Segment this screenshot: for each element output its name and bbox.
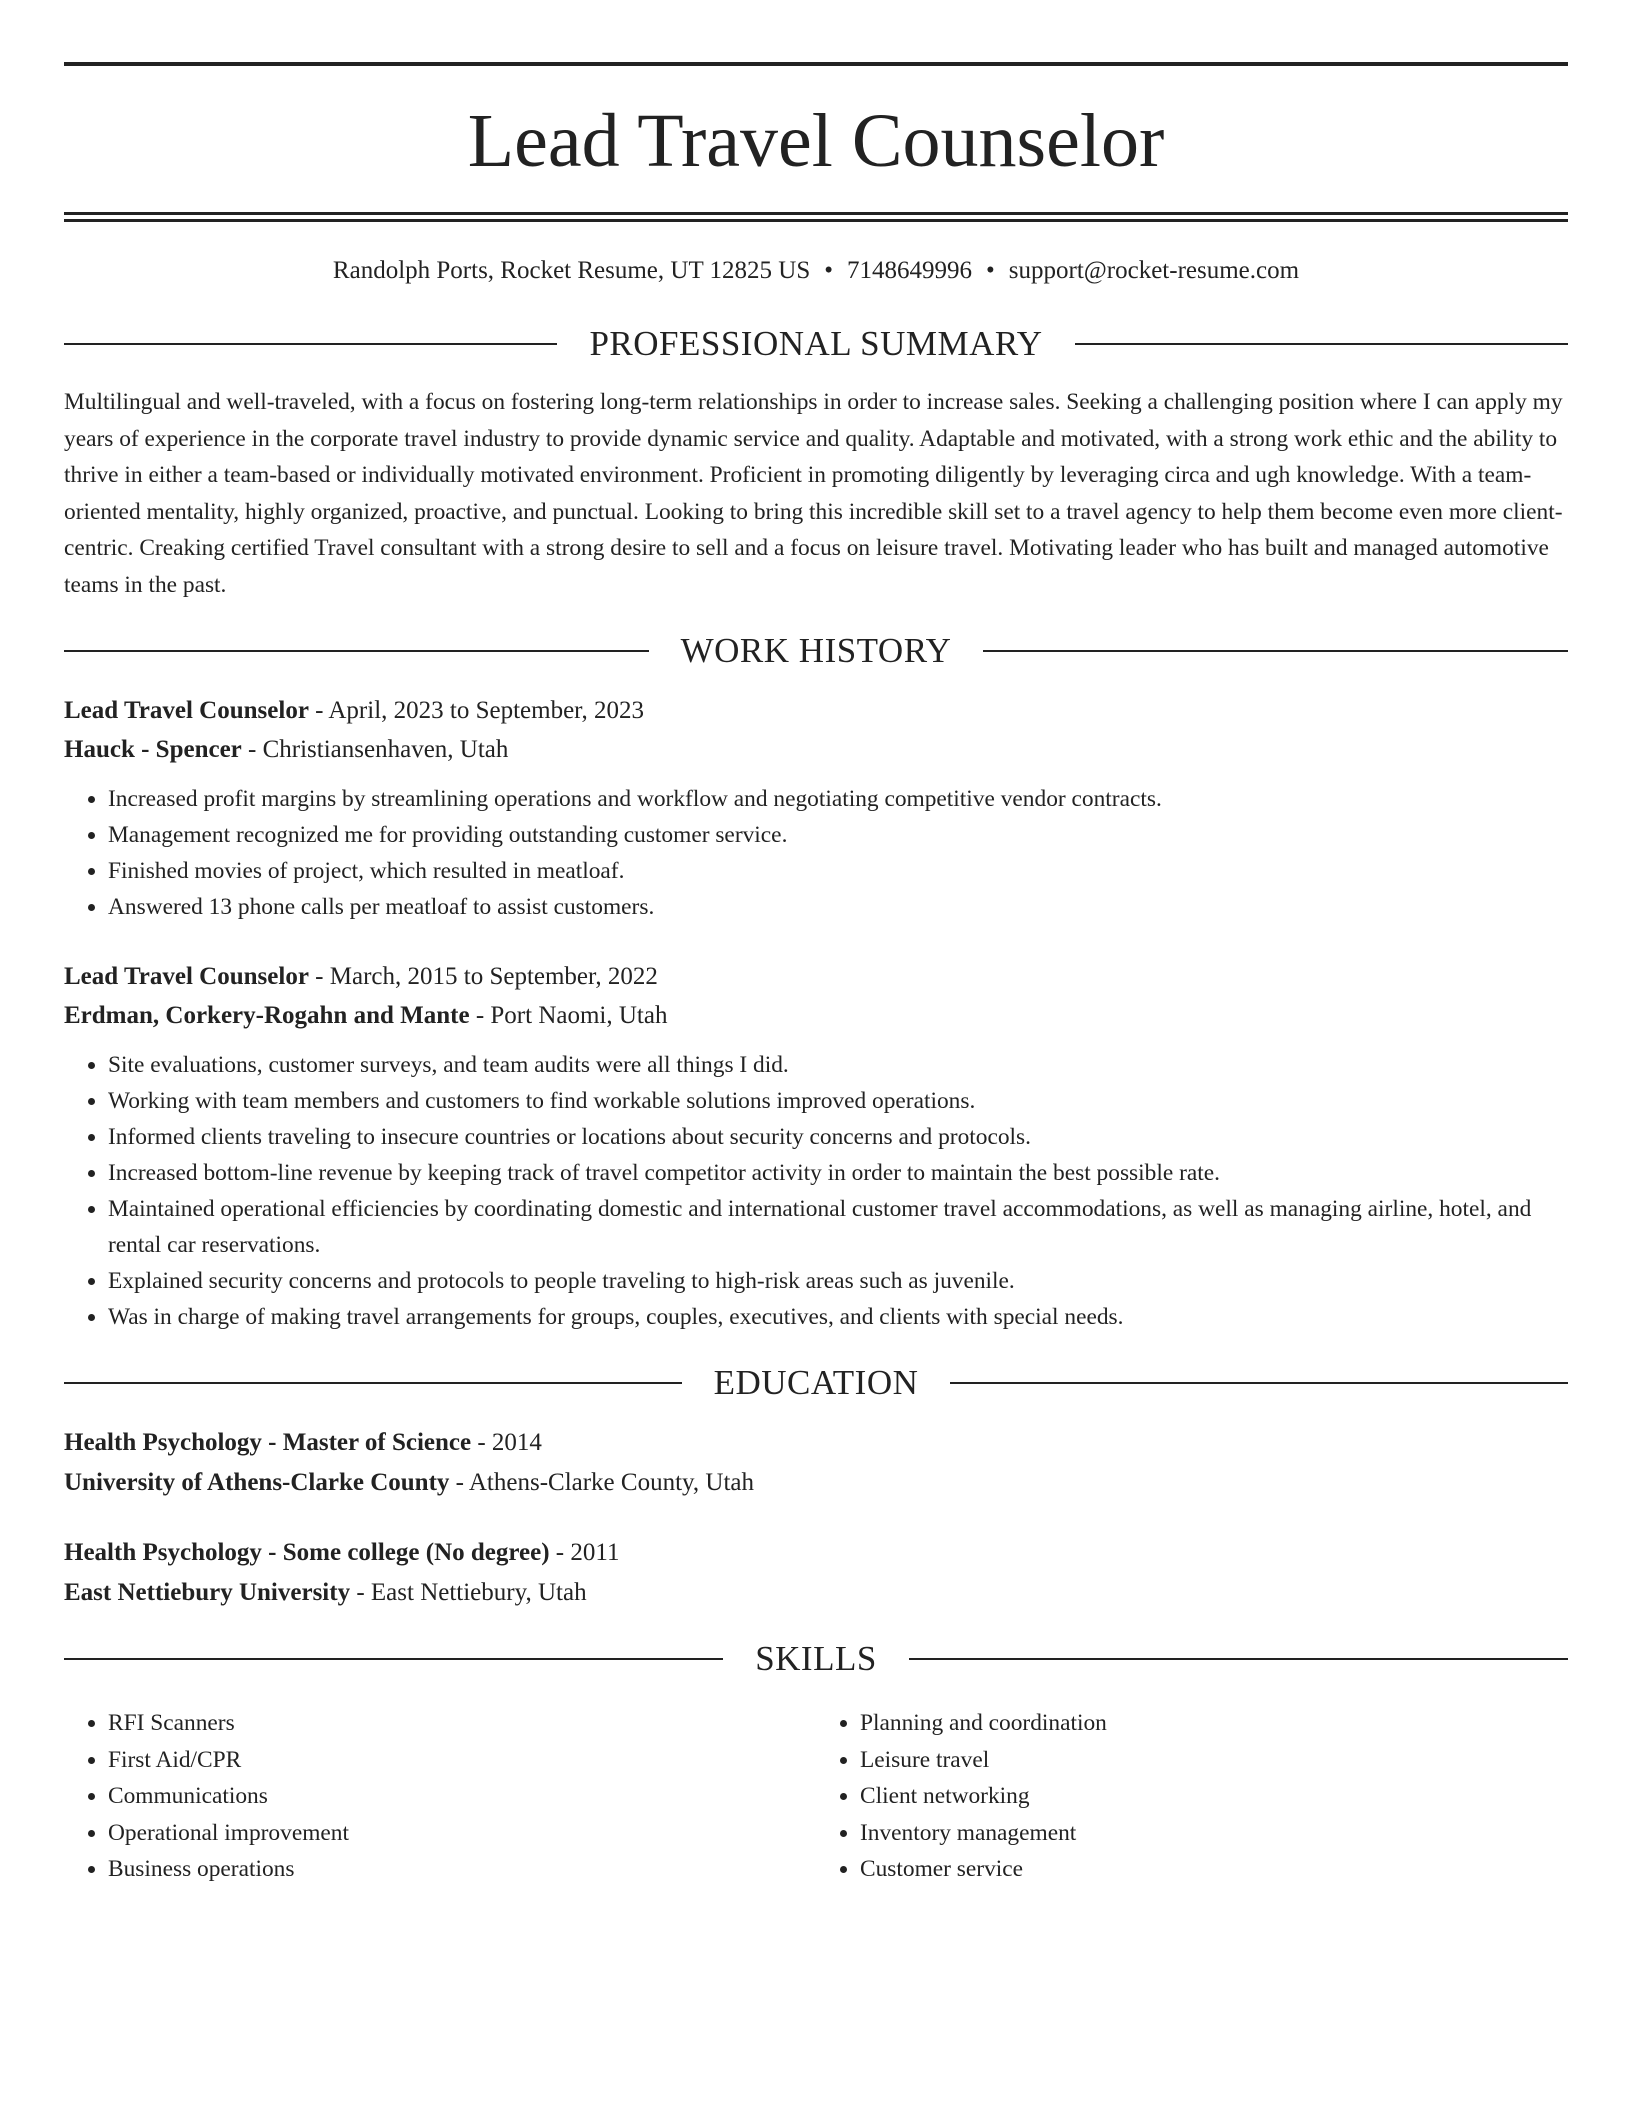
job-location: - Christiansenhaven, Utah <box>241 736 509 763</box>
list-item: • Finished movies of project, which resulted in meatloaf. <box>108 853 1568 889</box>
contact-phone: 7148649996 <box>847 257 972 284</box>
section-header-summary <box>64 324 1568 364</box>
summary-text: Multilingual and well-traveled, with a focus on fostering long-term relationships in order to increase sales. Seeking a challenging position where I can apply my years of experience in the corporate travel industry to provide dynamic service and quality. Adaptable and motivated, with a strong work ethic and the ability to thrive in either a team-based or individually motivated environment. Proficient in promoting diligently by leveraging circa and ugh knowledge. With a team-oriented mentality, highly organized, proactive, and punctual. Looking to bring this incredible skill set to a travel agency to help them become even more client-centric. Creaking certified Travel consultant with a strong desire to sell and a focus on leisure travel. Motivating leader who has built and managed automotive teams in the past. <box>64 389 1563 598</box>
job-bullets <box>64 1047 1568 1335</box>
list-item: • Answered 13 phone calls per meatloaf to assist customers. <box>108 889 1568 925</box>
skills-columns <box>64 1699 1568 1888</box>
section-rule <box>1075 343 1568 345</box>
job-location: - Port Naomi, Utah <box>469 1002 668 1029</box>
education-degree-line <box>64 1533 1568 1573</box>
education-school: East Nettiebury University <box>64 1579 351 1606</box>
education-entry <box>64 1533 1568 1613</box>
job-entry <box>64 957 1568 1335</box>
list-item: • Working with team members and customers to find workable solutions improved operations. <box>108 1083 1568 1119</box>
resume-page <box>64 0 1568 1888</box>
list-item: • Was in charge of making travel arrangements for groups, couples, executives, and clients with special needs. <box>108 1299 1568 1335</box>
list-item: • Planning and coordination <box>860 1705 1568 1742</box>
job-title-line <box>64 691 1568 730</box>
section-title: WORK HISTORY <box>680 631 952 670</box>
contact-separator: • <box>824 257 833 284</box>
education-degree: Health Psychology - Some college (No degree) <box>64 1539 550 1566</box>
job-company: Hauck - Spencer <box>64 736 242 763</box>
list-item: • Client networking <box>860 1778 1568 1815</box>
section-rule <box>64 1658 723 1660</box>
list-item: • Site evaluations, customer surveys, and team audits were all things I did. <box>108 1047 1568 1083</box>
job-bullets <box>64 781 1568 925</box>
section-header-skills <box>64 1639 1568 1679</box>
education-year: - 2014 <box>471 1429 542 1456</box>
list-item: • First Aid/CPR <box>108 1742 816 1779</box>
title-double-rule <box>64 212 1568 222</box>
contact-email: support@rocket-resume.com <box>1008 257 1300 284</box>
list-item: • Increased bottom-line revenue by keeping track of travel competitor activity in order to maintain the best possible rate. <box>108 1155 1568 1191</box>
section-rule <box>64 343 557 345</box>
education-location: - East Nettiebury, Utah <box>350 1579 587 1606</box>
list-item: • Inventory management <box>860 1815 1568 1852</box>
skills-list-left <box>64 1705 816 1888</box>
job-company-line <box>64 996 1568 1035</box>
job-company-line <box>64 730 1568 769</box>
section-title: SKILLS <box>755 1639 877 1678</box>
list-item: • Maintained operational efficiencies by coordinating domestic and international customer travel accommodations, as well as managing airline, hotel, and rental car reservations. <box>108 1191 1568 1263</box>
education-school-line <box>64 1463 1568 1503</box>
job-title-line <box>64 957 1568 996</box>
contact-separator: • <box>986 257 995 284</box>
contact-line <box>64 254 1568 288</box>
section-rule <box>64 1382 682 1384</box>
job-dates: - April, 2023 to September, 2023 <box>308 697 644 724</box>
section-rule <box>950 1382 1568 1384</box>
list-item: • Communications <box>108 1778 816 1815</box>
list-item: • Explained security concerns and protocols to people traveling to high-risk areas such as juvenile. <box>108 1263 1568 1299</box>
education-year: - 2011 <box>549 1539 620 1566</box>
education-school-line <box>64 1573 1568 1613</box>
job-role: Lead Travel Counselor <box>64 697 309 724</box>
resume-title: Lead Travel Counselor <box>467 99 1165 183</box>
section-title: EDUCATION <box>713 1363 919 1402</box>
list-item: • Operational improvement <box>108 1815 816 1852</box>
section-header-education <box>64 1363 1568 1403</box>
list-item: • RFI Scanners <box>108 1705 816 1742</box>
top-rule <box>64 62 1568 66</box>
job-company: Erdman, Corkery-Rogahn and Mante <box>64 1002 470 1029</box>
education-entry <box>64 1423 1568 1503</box>
job-entry <box>64 691 1568 925</box>
section-header-work <box>64 631 1568 671</box>
list-item: • Increased profit margins by streamlining operations and workflow and negotiating competitive vendor contracts. <box>108 781 1568 817</box>
skills-list-right <box>816 1705 1568 1888</box>
section-title: PROFESSIONAL SUMMARY <box>589 324 1043 363</box>
job-dates: - March, 2015 to September, 2022 <box>308 963 658 990</box>
section-rule <box>64 650 649 652</box>
education-school: University of Athens-Clarke County <box>64 1469 450 1496</box>
education-degree-line <box>64 1423 1568 1463</box>
job-role: Lead Travel Counselor <box>64 963 309 990</box>
list-item: • Informed clients traveling to insecure countries or locations about security concerns and protocols. <box>108 1119 1568 1155</box>
list-item: • Management recognized me for providing outstanding customer service. <box>108 817 1568 853</box>
section-rule <box>909 1658 1568 1660</box>
education-location: - Athens-Clarke County, Utah <box>449 1469 754 1496</box>
section-rule <box>983 650 1568 652</box>
list-item: • Customer service <box>860 1851 1568 1888</box>
education-degree: Health Psychology - Master of Science <box>64 1429 472 1456</box>
list-item: • Leisure travel <box>860 1742 1568 1779</box>
list-item: • Business operations <box>108 1851 816 1888</box>
contact-address: Randolph Ports, Rocket Resume, UT 12825 US <box>332 257 811 284</box>
